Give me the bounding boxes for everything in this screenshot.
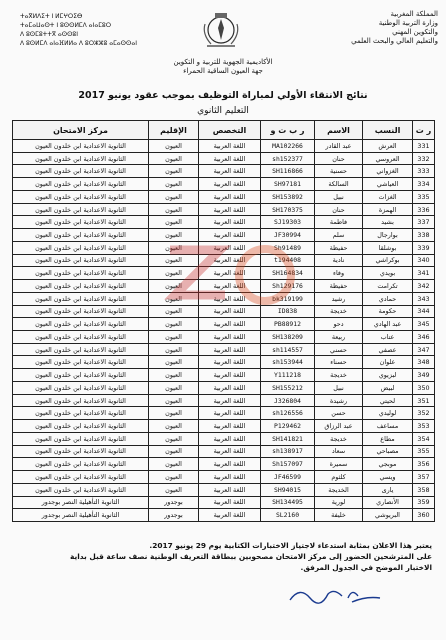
row-id: sh126556: [261, 407, 315, 420]
academy-line: جهة العيون الساقية الحمراء: [183, 67, 263, 75]
row-center: الثانوية الاعدادية ابن خلدون العيون: [13, 445, 149, 458]
row-lastname: عتاب: [363, 331, 413, 344]
row-center: الثانوية الاعدادية ابن خلدون العيون: [13, 318, 149, 331]
row-center: الثانوية الاعدادية ابن خلدون العيون: [13, 140, 149, 153]
row-specialty: اللغة العربية: [199, 140, 261, 153]
table-row: [13, 381, 435, 394]
row-id: PB88912: [261, 318, 315, 331]
row-lastname: علوان: [363, 356, 413, 369]
row-specialty: اللغة العربية: [199, 267, 261, 280]
table-row: [13, 190, 435, 203]
kingdom-emblem-icon: [197, 10, 245, 50]
row-id: J326804: [261, 394, 315, 407]
row-index: 360: [413, 509, 435, 522]
row-id: Sh157097: [261, 458, 315, 471]
row-specialty: اللغة العربية: [199, 432, 261, 445]
row-center: الثانوية الاعدادية ابن خلدون العيون: [13, 254, 149, 267]
table-row: [13, 445, 435, 458]
amazigh-line: ⵜⴰⵎⴰⵡⴰⵙⵜ ⵏ ⵓⵙⵙⵍⵎⴷ ⴰⵏⴰⵎⵓⵔ: [20, 22, 112, 29]
row-firstname: حنان: [315, 152, 363, 165]
signature-icon: [286, 580, 386, 608]
row-lastname: لبزيوي: [363, 369, 413, 382]
table-row: [13, 420, 435, 433]
row-center: الثانوية الاعدادية ابن خلدون العيون: [13, 178, 149, 191]
academy-line: الأكاديمية الجهوية للتربية و التكوين: [173, 58, 273, 66]
table-row: [13, 152, 435, 165]
row-id: SH155212: [261, 381, 315, 394]
row-province: العيون: [149, 280, 199, 293]
row-center: الثانوية الاعدادية ابن خلدون العيون: [13, 369, 149, 382]
row-specialty: اللغة العربية: [199, 203, 261, 216]
table-row: [13, 216, 435, 229]
row-lastname: مساعف: [363, 420, 413, 433]
row-lastname: حكومة: [363, 305, 413, 318]
row-specialty: اللغة العربية: [199, 483, 261, 496]
row-id: SH134495: [261, 496, 315, 509]
row-province: العيون: [149, 331, 199, 344]
row-center: الثانوية الاعدادية ابن خلدون العيون: [13, 241, 149, 254]
row-index: 336: [413, 203, 435, 216]
row-specialty: اللغة العربية: [199, 356, 261, 369]
row-specialty: اللغة العربية: [199, 241, 261, 254]
row-specialty: اللغة العربية: [199, 165, 261, 178]
row-index: 352: [413, 407, 435, 420]
row-index: 359: [413, 496, 435, 509]
row-province: العيون: [149, 432, 199, 445]
row-firstname: فاطمة: [315, 216, 363, 229]
row-id: sh152377: [261, 152, 315, 165]
row-index: 335: [413, 190, 435, 203]
row-id: JF46599: [261, 471, 315, 484]
row-index: 331: [413, 140, 435, 153]
row-province: العيون: [149, 458, 199, 471]
table-row: [13, 496, 435, 509]
footer-line: يعتبر هذا الاعلان بمثابة استدعاء لاجتياز الاختبارات الكتابية يوم 29 يونيو 2017.: [149, 541, 432, 550]
row-firstname: سلم: [315, 229, 363, 242]
row-id: SH170375: [261, 203, 315, 216]
row-province: العيون: [149, 381, 199, 394]
row-specialty: اللغة العربية: [199, 216, 261, 229]
row-index: 337: [413, 216, 435, 229]
table-row: [13, 140, 435, 153]
row-center: الثانوية الاعدادية ابن خلدون العيون: [13, 305, 149, 318]
row-lastname: عبد الهادي: [363, 318, 413, 331]
row-province: العيون: [149, 152, 199, 165]
row-index: 333: [413, 165, 435, 178]
row-index: 353: [413, 420, 435, 433]
row-specialty: اللغة العربية: [199, 381, 261, 394]
row-firstname: عبد الرزاق: [315, 420, 363, 433]
row-id: sh114557: [261, 343, 315, 356]
row-center: الثانوية الاعدادية ابن خلدون العيون: [13, 280, 149, 293]
row-specialty: اللغة العربية: [199, 496, 261, 509]
row-province: العيون: [149, 445, 199, 458]
table-row: [13, 394, 435, 407]
row-lastname: البريوشي: [363, 509, 413, 522]
row-firstname: سعاد: [315, 445, 363, 458]
row-firstname: حنان: [315, 203, 363, 216]
row-firstname: ربيعة: [315, 331, 363, 344]
row-firstname: كلثوم: [315, 471, 363, 484]
row-firstname: خليفة: [315, 509, 363, 522]
row-center: الثانوية الاعدادية ابن خلدون العيون: [13, 190, 149, 203]
amazigh-header: [20, 12, 140, 48]
row-province: العيون: [149, 203, 199, 216]
table-row: [13, 458, 435, 471]
row-index: 338: [413, 229, 435, 242]
row-center: الثانوية الاعدادية ابن خلدون العيون: [13, 229, 149, 242]
row-province: بوجدور: [149, 509, 199, 522]
row-province: العيون: [149, 369, 199, 382]
row-id: SH138209: [261, 331, 315, 344]
row-index: 351: [413, 394, 435, 407]
row-id: SH97181: [261, 178, 315, 191]
row-id: SL2160: [261, 509, 315, 522]
table-row: [13, 165, 435, 178]
row-province: العيون: [149, 254, 199, 267]
row-lastname: لبيض: [363, 381, 413, 394]
row-center: الثانوية التأهيلية النصر بوجدور: [13, 509, 149, 522]
row-lastname: الغزواني: [363, 165, 413, 178]
row-center: الثانوية الاعدادية ابن خلدون العيون: [13, 420, 149, 433]
row-firstname: حفيظة: [315, 280, 363, 293]
row-id: P129462: [261, 420, 315, 433]
row-lastname: يارى: [363, 483, 413, 496]
row-lastname: عصفي: [363, 343, 413, 356]
row-lastname: مطاع: [363, 432, 413, 445]
row-province: العيون: [149, 140, 199, 153]
row-lastname: بوارجال: [363, 229, 413, 242]
row-province: العيون: [149, 420, 199, 433]
row-center: الثانوية الاعدادية ابن خلدون العيون: [13, 471, 149, 484]
table-row: [13, 203, 435, 216]
row-id: sh138917: [261, 445, 315, 458]
row-lastname: مصباحي: [363, 445, 413, 458]
ministry-line: وزارة التربية الوطنية: [378, 19, 438, 27]
row-lastname: موبجي: [363, 458, 413, 471]
row-center: الثانوية الاعدادية ابن خلدون العيون: [13, 356, 149, 369]
row-index: 356: [413, 458, 435, 471]
header-lastname: النسب: [363, 121, 413, 140]
row-province: العيون: [149, 483, 199, 496]
row-firstname: نبيل: [315, 381, 363, 394]
row-center: الثانوية الاعدادية ابن خلدون العيون: [13, 381, 149, 394]
header-specialty: التخصص: [199, 121, 261, 140]
row-id: t194408: [261, 254, 315, 267]
ministry-header: [288, 10, 438, 46]
row-province: العيون: [149, 165, 199, 178]
row-specialty: اللغة العربية: [199, 369, 261, 382]
row-province: العيون: [149, 407, 199, 420]
row-index: 347: [413, 343, 435, 356]
row-id: Sh91489: [261, 241, 315, 254]
row-specialty: اللغة العربية: [199, 305, 261, 318]
row-firstname: خديجة: [315, 369, 363, 382]
row-specialty: اللغة العربية: [199, 318, 261, 331]
row-lastname: بوشلقا: [363, 241, 413, 254]
header-province: الإقليم: [149, 121, 199, 140]
row-lastname: بوكراشي: [363, 254, 413, 267]
table-body: [13, 140, 435, 522]
row-firstname: حسناء: [315, 356, 363, 369]
row-center: الثانوية الاعدادية ابن خلدون العيون: [13, 432, 149, 445]
row-firstname: دحو: [315, 318, 363, 331]
row-lastname: الهمزة: [363, 203, 413, 216]
table-row: [13, 369, 435, 382]
row-province: العيون: [149, 216, 199, 229]
row-province: العيون: [149, 241, 199, 254]
row-index: 358: [413, 483, 435, 496]
row-id: Sh129176: [261, 280, 315, 293]
academy-header: [0, 58, 446, 76]
row-id: SH153892: [261, 190, 315, 203]
row-specialty: اللغة العربية: [199, 254, 261, 267]
row-specialty: اللغة العربية: [199, 420, 261, 433]
row-index: 341: [413, 267, 435, 280]
row-lastname: لوليدي: [363, 407, 413, 420]
row-specialty: اللغة العربية: [199, 152, 261, 165]
row-id: SH116866: [261, 165, 315, 178]
footer-line: على المترشحين الحضور إلى مركز الامتحان مصحوبين ببطاقة التعريف الوطنية نصف ساعة قبل بداية: [70, 552, 432, 561]
row-index: 334: [413, 178, 435, 191]
amazigh-line: ⴷ ⵓⵙⵎⵓⵜⵜⴳ ⴰⵙⵙⵓⵏ: [20, 31, 78, 38]
row-index: 350: [413, 381, 435, 394]
row-specialty: اللغة العربية: [199, 445, 261, 458]
row-specialty: اللغة العربية: [199, 394, 261, 407]
row-firstname: حسنية: [315, 165, 363, 178]
row-lastname: العروسي: [363, 152, 413, 165]
row-firstname: رشيدة: [315, 394, 363, 407]
row-firstname: خديجة: [315, 432, 363, 445]
row-center: الثانوية الاعدادية ابن خلدون العيون: [13, 483, 149, 496]
row-id: SH141821: [261, 432, 315, 445]
row-firstname: نادية: [315, 254, 363, 267]
row-lastname: الأنصاري: [363, 496, 413, 509]
row-specialty: اللغة العربية: [199, 280, 261, 293]
row-firstname: سميرة: [315, 458, 363, 471]
row-province: العيون: [149, 318, 199, 331]
row-lastname: تكرامت: [363, 280, 413, 293]
row-specialty: اللغة العربية: [199, 292, 261, 305]
row-specialty: اللغة العربية: [199, 178, 261, 191]
row-lastname: بويدي: [363, 267, 413, 280]
row-specialty: اللغة العربية: [199, 190, 261, 203]
table-row: [13, 356, 435, 369]
row-firstname: عبد القادر: [315, 140, 363, 153]
row-index: 349: [413, 369, 435, 382]
row-id: SJ19303: [261, 216, 315, 229]
row-province: العيون: [149, 356, 199, 369]
row-index: 332: [413, 152, 435, 165]
footer-note: [12, 540, 432, 573]
ministry-line: المملكة المغربية: [390, 10, 438, 18]
row-firstname: وفاء: [315, 267, 363, 280]
row-firstname: حفيظة: [315, 241, 363, 254]
row-index: 343: [413, 292, 435, 305]
row-center: الثانوية الاعدادية ابن خلدون العيون: [13, 458, 149, 471]
row-index: 357: [413, 471, 435, 484]
row-firstname: رشيد: [315, 292, 363, 305]
row-province: العيون: [149, 229, 199, 242]
row-lastname: ويسي: [363, 471, 413, 484]
row-center: الثانوية الاعدادية ابن خلدون العيون: [13, 407, 149, 420]
row-specialty: اللغة العربية: [199, 331, 261, 344]
row-specialty: اللغة العربية: [199, 407, 261, 420]
row-index: 354: [413, 432, 435, 445]
row-province: العيون: [149, 190, 199, 203]
row-specialty: اللغة العربية: [199, 458, 261, 471]
row-province: العيون: [149, 292, 199, 305]
footer-line: الاختبار الموضح في الجدول المرفق.: [300, 563, 432, 572]
table-row: [13, 407, 435, 420]
row-firstname: خديجة: [315, 305, 363, 318]
header-firstname: الاسم: [315, 121, 363, 140]
table-row: [13, 471, 435, 484]
amazigh-line: ⴷ ⵓⵙⵍⵎⴷ ⴰⵏⴰⴼⵍⵍⴰ ⴷ ⵓⵔⵣⵣⵓ ⴰⵎⴰⵙⵙⴰⵏ: [20, 40, 137, 47]
watermark-logo-icon: [150, 230, 310, 320]
row-province: العيون: [149, 305, 199, 318]
results-table: [12, 120, 435, 522]
row-firstname: حسن: [315, 407, 363, 420]
header-index: ر ت: [413, 121, 435, 140]
table-row: [13, 509, 435, 522]
amazigh-line: ⵜⴰⴳⵍⴷⵉⵜ ⵏ ⵍⵎⵖⵔⵉⴱ: [20, 13, 83, 20]
row-specialty: اللغة العربية: [199, 509, 261, 522]
row-index: 340: [413, 254, 435, 267]
row-id: SH94015: [261, 483, 315, 496]
row-center: الثانوية الاعدادية ابن خلدون العيون: [13, 216, 149, 229]
row-firstname: نبيل: [315, 190, 363, 203]
row-center: الثانوية الاعدادية ابن خلدون العيون: [13, 331, 149, 344]
table-header-row: [13, 121, 435, 140]
row-id: ID838: [261, 305, 315, 318]
table-row: [13, 432, 435, 445]
document-subtitle: التعليم الثانوي: [197, 106, 249, 116]
row-lastname: العياشي: [363, 178, 413, 191]
row-id: MA102266: [261, 140, 315, 153]
row-center: الثانوية الاعدادية ابن خلدون العيون: [13, 165, 149, 178]
row-index: 348: [413, 356, 435, 369]
row-index: 339: [413, 241, 435, 254]
row-specialty: اللغة العربية: [199, 343, 261, 356]
row-center: الثانوية الاعدادية ابن خلدون العيون: [13, 343, 149, 356]
table-row: [13, 343, 435, 356]
row-id: bk319199: [261, 292, 315, 305]
row-id: Y111218: [261, 369, 315, 382]
row-index: 345: [413, 318, 435, 331]
row-center: الثانوية الاعدادية ابن خلدون العيون: [13, 203, 149, 216]
row-firstname: السالكة: [315, 178, 363, 191]
row-firstname: لورية: [315, 496, 363, 509]
row-lastname: الغزات: [363, 190, 413, 203]
row-province: العيون: [149, 178, 199, 191]
table-row: [13, 178, 435, 191]
row-firstname: الخديجة: [315, 483, 363, 496]
row-center: الثانوية الاعدادية ابن خلدون العيون: [13, 394, 149, 407]
row-lastname: بشيد: [363, 216, 413, 229]
row-specialty: اللغة العربية: [199, 471, 261, 484]
row-id: JF30994: [261, 229, 315, 242]
table-row: [13, 483, 435, 496]
row-index: 342: [413, 280, 435, 293]
row-index: 344: [413, 305, 435, 318]
row-lastname: حمادي: [363, 292, 413, 305]
row-lastname: العرش: [363, 140, 413, 153]
row-lastname: لحيتي: [363, 394, 413, 407]
row-index: 346: [413, 331, 435, 344]
row-center: الثانوية التأهيلية النصر بوجدور: [13, 496, 149, 509]
row-specialty: اللغة العربية: [199, 229, 261, 242]
row-province: العيون: [149, 471, 199, 484]
row-index: 355: [413, 445, 435, 458]
row-province: العيون: [149, 267, 199, 280]
table-row: [13, 331, 435, 344]
row-center: الثانوية الاعدادية ابن خلدون العيون: [13, 267, 149, 280]
row-center: الثانوية الاعدادية ابن خلدون العيون: [13, 152, 149, 165]
document-title: نتائج الانتقاء الأولي لمباراة التوظيف بموجب عقود يونيو 2017: [78, 90, 368, 101]
header-id: ر ب ت و: [261, 121, 315, 140]
ministry-line: والتعليم العالي والبحث العلمي: [351, 37, 438, 45]
row-province: العيون: [149, 394, 199, 407]
row-id: sh153944: [261, 356, 315, 369]
row-province: العيون: [149, 343, 199, 356]
row-id: SH164834: [261, 267, 315, 280]
ministry-line: والتكوين المهني: [392, 28, 438, 36]
row-province: بوجدور: [149, 496, 199, 509]
header-center: مركز الامتحان: [13, 121, 149, 140]
row-center: الثانوية الاعدادية ابن خلدون العيون: [13, 292, 149, 305]
row-firstname: حسني: [315, 343, 363, 356]
